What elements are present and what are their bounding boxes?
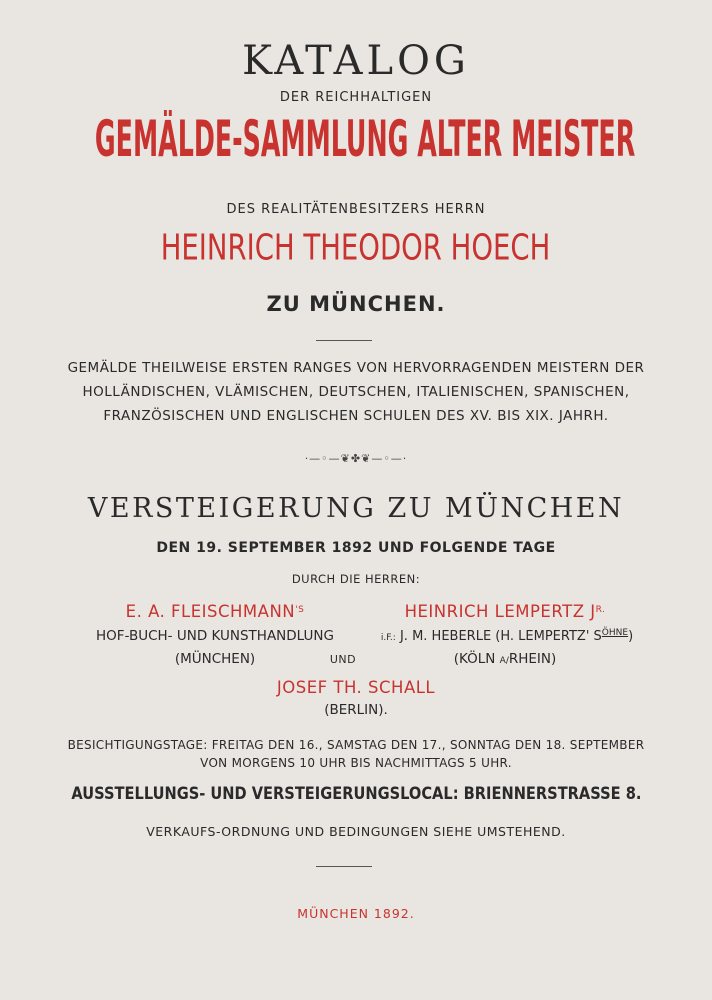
main-title-text: GEMÄLDE-SAMMLUNG ALTER MEISTER [94, 110, 636, 169]
right-firm-line-1-end: ) [628, 629, 634, 644]
footer-place-year: MÜNCHEN 1892. [297, 906, 415, 921]
third-firm-line-1: (BERLIN). [324, 702, 388, 718]
right-firm-name [370, 602, 640, 621]
location: ZU MÜNCHEN. [266, 292, 446, 316]
owner-name [0, 226, 712, 276]
auction-title: VERSTEIGERUNG ZU MÜNCHEN [87, 493, 625, 524]
right-firm-line-2-text: (KÖLN [453, 651, 496, 667]
viewing-line-1: BESICHTIGUNGSTAGE: FREITAG DEN 16., SAMSTAG DEN 17., SONNTAG DEN 18. SEPTEMBER [67, 738, 645, 752]
left-firm-name-sup: 'S [295, 605, 305, 615]
owner-name-text: HEINRICH THEODOR HOECH [161, 226, 551, 269]
exhibition-local-text: AUSSTELLUNGS- UND VERSTEIGERUNGSLOCAL: BRIENNERSTRASSE 8. [70, 784, 642, 804]
left-firm-line-2: (MÜNCHEN) [174, 651, 256, 667]
und-text: UND [329, 653, 357, 666]
auction-date: DEN 19. SEPTEMBER 1892 UND FOLGENDE TAGE [156, 540, 556, 556]
durch-die-herren: DURCH DIE HERREN: [291, 572, 421, 586]
right-firm-name-sup: R. [595, 605, 606, 615]
line-des-realitaetenbesitzers: DES REALITÄTENBESITZERS HERRN [226, 202, 486, 217]
main-title [0, 110, 712, 180]
left-firm-name-text: E. A. FLEISCHMANN [125, 602, 296, 621]
third-firm-name: JOSEF TH. SCHALL [276, 678, 436, 697]
right-firm-line-2-small: A/ [499, 656, 509, 666]
left-firm-name [60, 602, 370, 621]
right-firm-line-2 [370, 651, 640, 667]
conditions: VERKAUFS-ORDNUNG UND BEDINGUNGEN SIEHE UMSTEHEND. [146, 824, 566, 839]
catalog-title: KATALOG [242, 38, 470, 84]
divider-top [316, 340, 372, 341]
right-firm-prefix: i.F.: [380, 633, 396, 643]
left-firm-line-1: HOF-BUCH- UND KUNSTHANDLUNG [96, 628, 334, 644]
divider-bottom [316, 866, 372, 867]
right-firm-name-text: HEINRICH LEMPERTZ J [404, 602, 596, 621]
viewing-line-2: VON MORGENS 10 UHR BIS NACHMITTAGS 5 UHR. [200, 756, 512, 770]
right-firm-line-1 [362, 628, 652, 644]
right-firm-line-1-sup: ÖHNE [601, 628, 629, 638]
line-der-reichhaltigen: DER REICHHALTIGEN [279, 90, 433, 105]
description-line-1: GEMÄLDE THEILWEISE ERSTEN RANGES VON HERVORRAGENDEN MEISTERN DER [67, 360, 645, 376]
exhibition-local [0, 784, 712, 804]
description-line-2: HOLLÄNDISCHEN, VLÄMISCHEN, DEUTSCHEN, ITALIENISCHEN, SPANISCHEN, [82, 384, 630, 400]
right-firm-line-1-text: J. M. HEBERLE (H. LEMPERTZ' S [399, 629, 602, 644]
description-line-3: FRANZÖSISCHEN UND ENGLISCHEN SCHULEN DES XV. BIS XIX. JAHRH. [103, 408, 609, 424]
right-firm-line-2-end: RHEIN) [508, 651, 557, 667]
ornament-divider: ·—◦—❦✤❦—◦—· [304, 452, 408, 465]
